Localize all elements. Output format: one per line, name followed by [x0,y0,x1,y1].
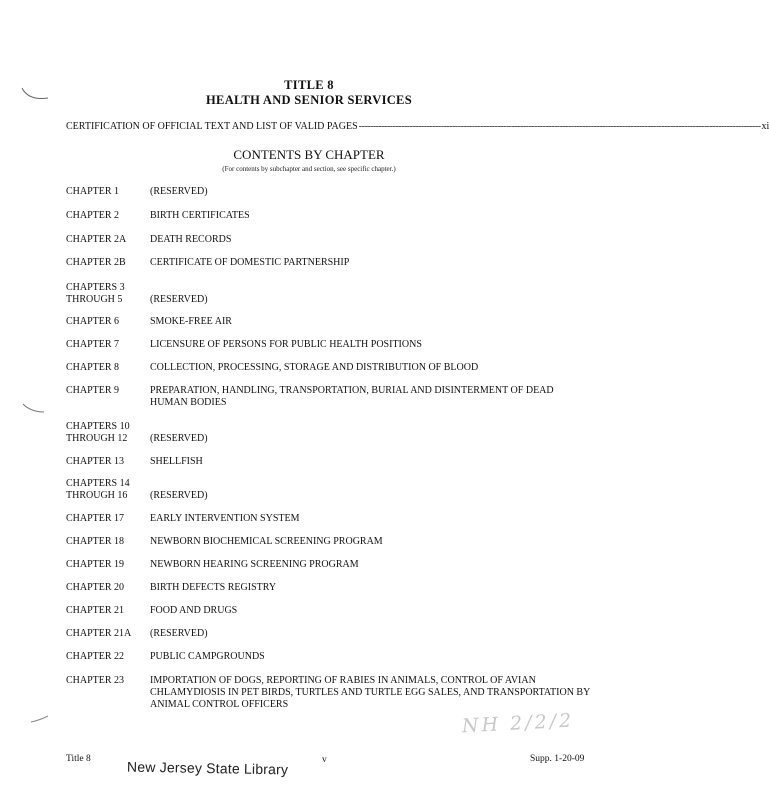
document-title: TITLE 8 [284,78,334,92]
certification-line [66,121,769,132]
chapter-label-line: CHAPTERS 3 [66,282,125,293]
chapter-title: CERTIFICATE OF DOMESTIC PARTNERSHIP [150,257,350,268]
chapter-title: (RESERVED) [150,186,208,197]
chapter-title: BIRTH CERTIFICATES [150,210,250,221]
chapter-label-line: CHAPTER 18 [66,536,125,547]
chapter-label [66,257,148,269]
chapter-title: EARLY INTERVENTION SYSTEM [150,513,300,524]
chapter-label-line: CHAPTER 17 [66,513,125,524]
chapter-label-line: CHAPTER 21A [66,628,132,639]
chapter-label-line: CHAPTER 2 [66,210,120,221]
chapter-label [66,316,148,328]
certification-text: CERTIFICATION OF OFFICIAL TEXT AND LIST OF VALID PAGES [66,121,358,132]
contents-note: (For contents by subchapter and section, see specific chapter.) [222,165,396,173]
chapter-label [66,339,148,351]
chapter-label-line: CHAPTER 19 [66,559,125,570]
chapter-title: (RESERVED) [150,433,208,444]
chapter-label [66,210,148,222]
chapter-label [66,385,148,397]
chapter-label-line: CHAPTER 8 [66,362,120,373]
chapter-label-line: CHAPTER 6 [66,316,120,327]
chapter-label [66,675,148,687]
chapter-title: BIRTH DEFECTS REGISTRY [150,582,277,593]
chapter-title: COLLECTION, PROCESSING, STORAGE AND DISTRIBUTION OF BLOOD [150,362,479,373]
chapter-label-line: THROUGH 16 [66,490,128,501]
supplement-date: Supp. 1-20-09 [530,754,585,764]
chapter-label [66,362,148,374]
scan-mark-middle-left [20,400,50,418]
chapter-label-line: THROUGH 12 [66,433,128,444]
document-subtitle: HEALTH AND SENIOR SERVICES [206,93,412,107]
title-block [0,78,618,108]
dot-leader: ---------------------------------------------------------------------------------------------------------------------------------------------- [358,121,761,132]
chapter-title: (RESERVED) [150,628,208,639]
chapter-title: LICENSURE OF PERSONS FOR PUBLIC HEALTH POSITIONS [150,339,422,350]
chapter-label [66,456,148,468]
chapter-label-line: CHAPTER 21 [66,605,125,616]
footer-title: Title 8 [66,754,91,764]
chapter-label [66,421,148,445]
chapter-label-line: CHAPTERS 14 [66,478,130,489]
chapter-label-line: THROUGH 5 [66,294,123,305]
chapter-label [66,186,148,198]
chapter-label-line: CHAPTERS 10 [66,421,130,432]
chapter-label [66,559,148,571]
chapter-label [66,478,148,502]
chapter-label [66,651,148,663]
chapter-label-line: CHAPTER 23 [66,675,125,686]
chapter-title: FOOD AND DRUGS [150,605,238,616]
chapter-label [66,536,148,548]
chapter-label-line: CHAPTER 1 [66,186,120,197]
certification-page-number: xi [761,121,769,132]
chapter-label-line: CHAPTER 9 [66,385,120,396]
handwritten-stamp: NH 2/2/2 [461,709,575,738]
library-stamp: New Jersey State Library [126,758,289,778]
chapter-label [66,582,148,594]
scan-mark-bottom-left [28,712,52,728]
chapter-title: DEATH RECORDS [150,234,232,245]
chapter-label [66,605,148,617]
chapter-title: PREPARATION, HANDLING, TRANSPORTATION, BURIAL AND DISINTERMENT OF DEAD HUMAN BODIES [150,385,554,408]
chapter-title: IMPORTATION OF DOGS, REPORTING OF RABIES IN ANIMALS, CONTROL OF AVIAN CHLAMYDIOSIS IN PET BIRDS, TURTLES AND TURTLE EGG SALES, AND TRANSPORTATION BY ANIMAL CONTROL OFFICERS [150,675,590,710]
chapter-label-line: CHAPTER 7 [66,339,120,350]
chapter-title: SMOKE-FREE AIR [150,316,232,327]
chapter-label [66,628,148,640]
chapter-title: NEWBORN BIOCHEMICAL SCREENING PROGRAM [150,536,383,547]
chapter-title: PUBLIC CAMPGROUNDS [150,651,265,662]
chapter-title: SHELLFISH [150,456,203,467]
chapter-title: (RESERVED) [150,490,208,501]
chapter-label-line: CHAPTER 2A [66,234,127,245]
chapter-label [66,513,148,525]
chapter-label-line: CHAPTER 20 [66,582,125,593]
page-number: v [322,755,327,765]
contents-heading: CONTENTS BY CHAPTER [233,147,385,162]
chapter-label-line: CHAPTER 13 [66,456,125,467]
chapter-label-line: CHAPTER 22 [66,651,125,662]
chapter-title: (RESERVED) [150,294,208,305]
chapter-title: NEWBORN HEARING SCREENING PROGRAM [150,559,359,570]
chapter-label [66,234,148,246]
chapter-label-line: CHAPTER 2B [66,257,126,268]
chapter-label [66,282,148,306]
